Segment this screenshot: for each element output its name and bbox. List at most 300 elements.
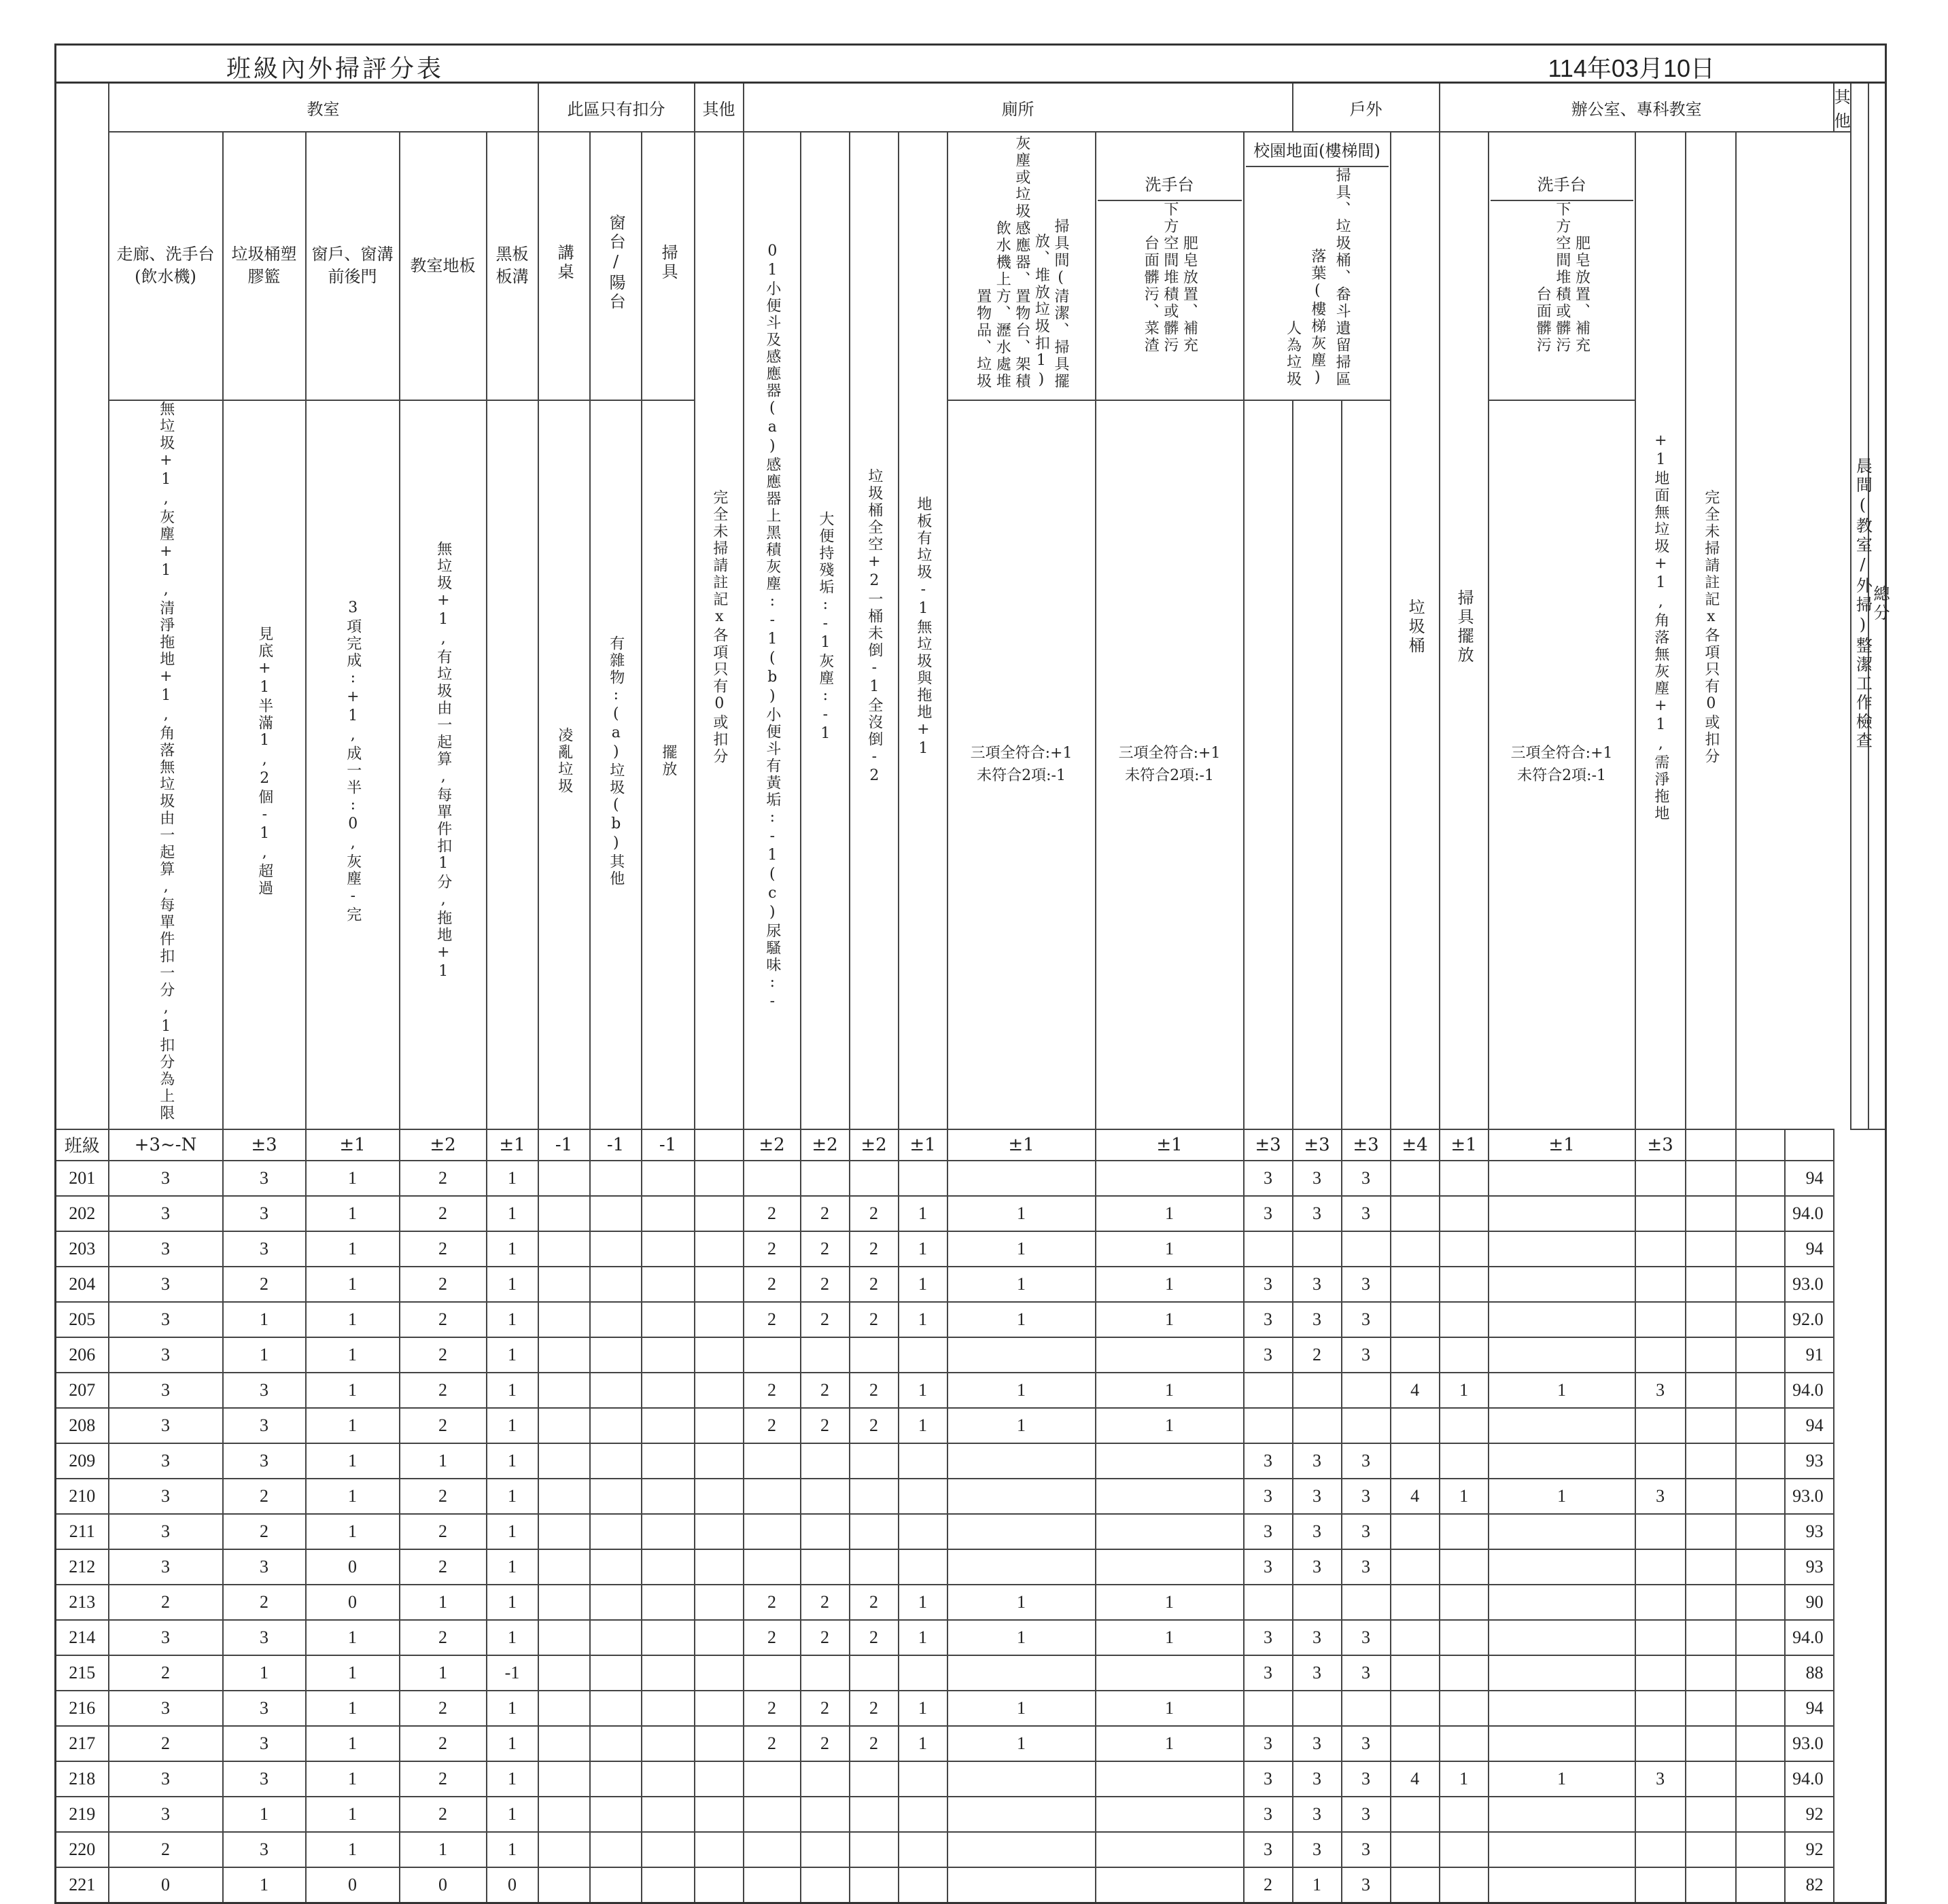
score-cell xyxy=(1440,1655,1489,1691)
score-cell xyxy=(642,1620,695,1655)
score-cell xyxy=(1736,1761,1785,1797)
score-cell: 3 xyxy=(223,1196,306,1231)
score-cell xyxy=(1096,1514,1244,1549)
score-cell xyxy=(1342,1231,1391,1267)
score-cell: 1 xyxy=(899,1408,947,1443)
score-cell xyxy=(642,1302,695,1337)
score-cell xyxy=(590,1161,642,1196)
score-cell: 3 xyxy=(1635,1479,1686,1514)
score-cell xyxy=(1736,1726,1785,1761)
score-cell: 3 xyxy=(109,1761,223,1797)
score-table xyxy=(54,82,1890,1904)
score-cell: 3 xyxy=(1293,1161,1342,1196)
score-cell: 3 xyxy=(223,1620,306,1655)
score-cell xyxy=(1635,1726,1686,1761)
score-cell: 3 xyxy=(1342,1443,1391,1479)
score-cell xyxy=(1391,1691,1440,1726)
score-cell: 3 xyxy=(1293,1726,1342,1761)
score-cell: 2 xyxy=(801,1620,850,1655)
header-morning-check: 晨間(教室/外掃)整潔工作檢查 xyxy=(1851,83,1868,1129)
score-cell: 1 xyxy=(306,1655,400,1691)
score-cell: 1 xyxy=(947,1691,1096,1726)
score-cell xyxy=(1293,1408,1342,1443)
header-podium: 講桌 xyxy=(538,132,590,400)
score-cell: 2 xyxy=(400,1337,487,1373)
score-cell xyxy=(850,1549,899,1585)
class-number: 220 xyxy=(56,1832,109,1867)
score-cell xyxy=(695,1655,744,1691)
score-cell xyxy=(538,1549,590,1585)
score-cell: 3 xyxy=(109,1443,223,1479)
score-cell xyxy=(1489,1337,1635,1373)
score-cell: 3 xyxy=(109,1161,223,1196)
score-cell: 1 xyxy=(400,1832,487,1867)
score-cell xyxy=(1635,1267,1686,1302)
score-cell: 1 xyxy=(899,1620,947,1655)
score-cell xyxy=(1489,1655,1635,1691)
score-cell: 3 xyxy=(109,1514,223,1549)
header-total: 總分 xyxy=(1868,83,1886,1129)
score-cell: 3 xyxy=(1635,1761,1686,1797)
score-cell xyxy=(1635,1514,1686,1549)
score-cell xyxy=(695,1726,744,1761)
class-number: 219 xyxy=(56,1797,109,1832)
score-cell: 2 xyxy=(109,1585,223,1620)
score-cell xyxy=(1391,1655,1440,1691)
score-cell: 2 xyxy=(744,1408,801,1443)
score-cell: 1 xyxy=(899,1726,947,1761)
score-cell: 2 xyxy=(400,1514,487,1549)
score-cell: 0 xyxy=(487,1867,538,1903)
score-cell: 3 xyxy=(1244,1479,1293,1514)
score-cell xyxy=(590,1797,642,1832)
score-cell: 1 xyxy=(1440,1479,1489,1514)
score-cell: 1 xyxy=(223,1337,306,1373)
score-cell: 1 xyxy=(947,1267,1096,1302)
score-cell xyxy=(1686,1726,1736,1761)
table-row xyxy=(56,1832,1886,1867)
score-cell xyxy=(899,1655,947,1691)
score-cell xyxy=(590,1832,642,1867)
score-cell: 3 xyxy=(109,1479,223,1514)
score-cell: -1 xyxy=(538,1129,590,1161)
score-cell: 1 xyxy=(1096,1373,1244,1408)
score-cell xyxy=(695,1161,744,1196)
score-cell xyxy=(538,1726,590,1761)
score-cell: 1 xyxy=(487,1302,538,1337)
score-cell xyxy=(1635,1302,1686,1337)
score-cell xyxy=(1635,1832,1686,1867)
score-cell: 3 xyxy=(1635,1373,1686,1408)
score-cell xyxy=(590,1549,642,1585)
score-cell: 1 xyxy=(223,1302,306,1337)
score-cell: 2 xyxy=(801,1726,850,1761)
score-cell xyxy=(590,1514,642,1549)
score-cell: 1 xyxy=(947,1373,1096,1408)
score-cell xyxy=(1686,1302,1736,1337)
score-cell: 2 xyxy=(744,1231,801,1267)
score-cell xyxy=(695,1408,744,1443)
score-cell xyxy=(590,1337,642,1373)
score-cell: 3 xyxy=(223,1549,306,1585)
note-windows: 3項完成:+1,成一半:0,灰塵-完 xyxy=(306,400,400,1129)
score-cell: 3 xyxy=(1244,1832,1293,1867)
table-row xyxy=(56,1196,1886,1231)
score-cell xyxy=(590,1302,642,1337)
score-cell xyxy=(590,1585,642,1620)
score-cell xyxy=(695,1761,744,1797)
score-cell xyxy=(1440,1620,1489,1655)
score-cell: 3 xyxy=(1342,1196,1391,1231)
score-cell: 3 xyxy=(1293,1514,1342,1549)
score-cell xyxy=(538,1585,590,1620)
class-number: 206 xyxy=(56,1337,109,1373)
score-cell xyxy=(1736,1691,1785,1726)
score-cell xyxy=(1391,1337,1440,1373)
score-cell xyxy=(947,1337,1096,1373)
score-cell xyxy=(642,1161,695,1196)
score-cell: 1 xyxy=(1096,1726,1244,1761)
score-cell xyxy=(642,1231,695,1267)
score-cell xyxy=(695,1620,744,1655)
section-office: 辦公室、專科教室 xyxy=(1440,83,1834,133)
score-cell xyxy=(1440,1832,1489,1867)
score-cell xyxy=(695,1867,744,1903)
note-corridor: 無垃圾+1,灰塵+1,清淨拖地+1,角落無垃圾由一起算,每單件扣一分,1扣分為上限 xyxy=(109,400,223,1129)
score-cell xyxy=(590,1196,642,1231)
score-cell xyxy=(1293,1585,1342,1620)
total-cell: 93.0 xyxy=(1785,1726,1834,1761)
score-cell xyxy=(1635,1161,1686,1196)
total-cell xyxy=(1785,1129,1834,1161)
score-cell xyxy=(744,1655,801,1691)
score-cell xyxy=(850,1337,899,1373)
class-number: 213 xyxy=(56,1585,109,1620)
score-cell xyxy=(1489,1867,1635,1903)
section-classroom: 教室 xyxy=(109,83,538,133)
score-cell xyxy=(642,1761,695,1797)
score-cell xyxy=(538,1797,590,1832)
score-cell xyxy=(1096,1655,1244,1691)
score-cell xyxy=(850,1161,899,1196)
score-cell xyxy=(744,1443,801,1479)
score-cell xyxy=(1440,1549,1489,1585)
score-cell: 3 xyxy=(1293,1479,1342,1514)
table-row xyxy=(56,1620,1886,1655)
total-cell: 94 xyxy=(1785,1161,1834,1196)
score-cell xyxy=(1391,1620,1440,1655)
note-restroom-items: 三項全符合:+1 未符合2項:-1 xyxy=(947,400,1096,1129)
score-cell xyxy=(899,1797,947,1832)
score-cell: 1 xyxy=(306,1408,400,1443)
score-cell xyxy=(695,1373,744,1408)
score-cell xyxy=(590,1867,642,1903)
score-cell xyxy=(801,1761,850,1797)
score-cell: ±1 xyxy=(899,1129,947,1161)
score-cell: 3 xyxy=(1244,1443,1293,1479)
score-cell: 2 xyxy=(400,1408,487,1443)
score-cell xyxy=(1686,1832,1736,1867)
header-trash-bin: 垃圾桶塑膠籃 xyxy=(223,132,306,400)
score-cell: 2 xyxy=(744,1585,801,1620)
score-cell: 1 xyxy=(1096,1231,1244,1267)
score-cell: 3 xyxy=(1342,1161,1391,1196)
score-cell: 2 xyxy=(801,1302,850,1337)
header-restroom-items: 置物品、垃圾 飲水機上方、瀝水處堆 灰塵或垃圾感應器、置物台、架積 放、堆放垃圾扣1) 掃具間(清潔、掃具擺 xyxy=(947,132,1096,400)
score-cell: 3 xyxy=(109,1337,223,1373)
score-cell xyxy=(744,1479,801,1514)
score-cell xyxy=(695,1691,744,1726)
score-cell xyxy=(1635,1196,1686,1231)
score-cell: 3 xyxy=(1244,1302,1293,1337)
score-cell: 3 xyxy=(1244,1761,1293,1797)
score-cell xyxy=(1391,1585,1440,1620)
score-cell: 2 xyxy=(400,1761,487,1797)
score-cell: 3 xyxy=(1293,1655,1342,1691)
score-cell xyxy=(1440,1267,1489,1302)
score-cell xyxy=(1635,1549,1686,1585)
score-cell xyxy=(590,1761,642,1797)
score-cell xyxy=(947,1761,1096,1797)
score-cell xyxy=(1686,1761,1736,1797)
score-cell xyxy=(1096,1832,1244,1867)
score-cell: 3 xyxy=(1293,1761,1342,1797)
total-cell: 94.0 xyxy=(1785,1761,1834,1797)
table-row xyxy=(56,1691,1886,1726)
score-cell: 3 xyxy=(1244,1337,1293,1373)
score-cell xyxy=(695,1129,744,1161)
score-cell xyxy=(590,1620,642,1655)
score-sheet xyxy=(54,43,1890,1904)
score-cell: -1 xyxy=(642,1129,695,1161)
score-cell xyxy=(1736,1337,1785,1373)
score-cell xyxy=(1489,1797,1635,1832)
score-cell xyxy=(899,1337,947,1373)
score-cell xyxy=(1391,1443,1440,1479)
score-cell xyxy=(1686,1408,1736,1443)
score-cell xyxy=(1440,1408,1489,1443)
score-cell xyxy=(1440,1337,1489,1373)
header-windows: 窗戶、窗溝前後門 xyxy=(306,132,400,400)
score-cell xyxy=(801,1443,850,1479)
score-cell xyxy=(899,1867,947,1903)
score-cell xyxy=(1635,1443,1686,1479)
score-cell: 2 xyxy=(400,1620,487,1655)
total-cell: 92 xyxy=(1785,1832,1834,1867)
score-cell: 1 xyxy=(306,1231,400,1267)
table-row xyxy=(56,1443,1886,1479)
table-row xyxy=(56,1373,1886,1408)
score-cell xyxy=(1686,1196,1736,1231)
score-cell: 2 xyxy=(109,1832,223,1867)
score-cell: 3 xyxy=(1342,1867,1391,1903)
score-cell xyxy=(642,1196,695,1231)
score-cell: 1 xyxy=(1489,1761,1635,1797)
table-row xyxy=(56,1479,1886,1514)
score-cell xyxy=(1686,1337,1736,1373)
score-cell xyxy=(1489,1691,1635,1726)
score-cell: 3 xyxy=(1342,1832,1391,1867)
score-cell xyxy=(538,1231,590,1267)
score-cell: 2 xyxy=(400,1231,487,1267)
class-number: 205 xyxy=(56,1302,109,1337)
class-number: 214 xyxy=(56,1620,109,1655)
score-cell xyxy=(1736,1161,1785,1196)
header-corridor: 走廊、洗手台(飲水機) xyxy=(109,132,223,400)
score-cell xyxy=(1096,1443,1244,1479)
score-cell xyxy=(642,1514,695,1549)
header-restroom-bin: 垃圾桶全空+2一桶未倒-1全沒倒-2 xyxy=(850,132,899,1129)
score-cell xyxy=(1736,1196,1785,1231)
score-cell: 1 xyxy=(487,1373,538,1408)
score-cell xyxy=(1635,1691,1686,1726)
score-cell xyxy=(801,1797,850,1832)
class-number: 221 xyxy=(56,1867,109,1903)
score-cell xyxy=(695,1443,744,1479)
score-cell: 1 xyxy=(306,1620,400,1655)
score-cell: 1 xyxy=(400,1443,487,1479)
score-cell: 2 xyxy=(850,1585,899,1620)
score-cell: +3~-N xyxy=(109,1129,223,1161)
score-cell: ±3 xyxy=(1293,1129,1342,1161)
score-cell xyxy=(590,1726,642,1761)
score-cell: 1 xyxy=(306,1761,400,1797)
score-cell xyxy=(1686,1797,1736,1832)
score-cell: 3 xyxy=(1244,1620,1293,1655)
restroom-sink-label: 洗手台 xyxy=(1098,171,1242,201)
score-cell: 2 xyxy=(850,1267,899,1302)
score-cell xyxy=(538,1867,590,1903)
score-cell xyxy=(538,1373,590,1408)
class-number: 216 xyxy=(56,1691,109,1726)
score-cell xyxy=(801,1549,850,1585)
score-cell: 1 xyxy=(223,1797,306,1832)
total-cell: 93 xyxy=(1785,1443,1834,1479)
score-cell xyxy=(1489,1443,1635,1479)
score-cell xyxy=(850,1443,899,1479)
score-cell xyxy=(1244,1408,1293,1443)
score-cell xyxy=(801,1161,850,1196)
score-cell: 1 xyxy=(306,1797,400,1832)
score-cell: 2 xyxy=(744,1726,801,1761)
score-cell xyxy=(1244,1585,1293,1620)
score-cell xyxy=(538,1761,590,1797)
score-cell xyxy=(1391,1161,1440,1196)
score-cell: 2 xyxy=(850,1231,899,1267)
score-cell xyxy=(1489,1726,1635,1761)
table-row xyxy=(56,1231,1886,1267)
score-cell xyxy=(1293,1691,1342,1726)
score-cell xyxy=(899,1549,947,1585)
note-outdoor-2 xyxy=(1293,400,1342,1129)
score-cell xyxy=(1096,1549,1244,1585)
score-cell xyxy=(1440,1514,1489,1549)
score-cell xyxy=(1736,1832,1785,1867)
score-cell xyxy=(642,1443,695,1479)
score-cell xyxy=(642,1373,695,1408)
score-cell: 3 xyxy=(1293,1302,1342,1337)
score-cell xyxy=(1489,1267,1635,1302)
score-cell: 2 xyxy=(744,1267,801,1302)
score-cell: 1 xyxy=(306,1726,400,1761)
score-cell: 2 xyxy=(801,1231,850,1267)
score-cell xyxy=(1096,1761,1244,1797)
score-cell: 2 xyxy=(400,1691,487,1726)
score-cell: 1 xyxy=(487,1231,538,1267)
score-cell: 1 xyxy=(899,1196,947,1231)
score-cell: 3 xyxy=(1342,1514,1391,1549)
score-cell xyxy=(1736,1514,1785,1549)
score-cell: 2 xyxy=(850,1408,899,1443)
total-cell: 92 xyxy=(1785,1797,1834,1832)
score-cell: 3 xyxy=(223,1691,306,1726)
score-cell: 2 xyxy=(744,1302,801,1337)
score-cell: ±1 xyxy=(487,1129,538,1161)
score-cell: 1 xyxy=(306,1514,400,1549)
score-cell: 3 xyxy=(1244,1797,1293,1832)
score-cell xyxy=(947,1443,1096,1479)
score-cell xyxy=(1489,1196,1635,1231)
header-urinal: 01小便斗及感應器(a)感應器上黑積灰塵:-1(b)小便斗有黃垢:-1(c)尿騷味:- xyxy=(744,132,801,1129)
score-cell xyxy=(1635,1408,1686,1443)
score-cell: 1 xyxy=(306,1691,400,1726)
score-cell xyxy=(538,1514,590,1549)
header-windowsill: 窗台/陽台 xyxy=(590,132,642,400)
score-cell xyxy=(642,1337,695,1373)
score-cell: 1 xyxy=(899,1691,947,1726)
score-cell xyxy=(1635,1867,1686,1903)
score-cell xyxy=(1342,1585,1391,1620)
score-cell xyxy=(695,1514,744,1549)
score-cell xyxy=(1096,1867,1244,1903)
score-cell: 3 xyxy=(223,1408,306,1443)
score-cell xyxy=(1440,1726,1489,1761)
score-cell: 2 xyxy=(801,1585,850,1620)
score-cell: 3 xyxy=(1293,1196,1342,1231)
score-cell xyxy=(1736,1549,1785,1585)
score-cell xyxy=(642,1655,695,1691)
header-blackboard: 黑板板溝 xyxy=(487,132,538,400)
score-cell xyxy=(695,1549,744,1585)
score-cell: 3 xyxy=(109,1620,223,1655)
score-cell xyxy=(1391,1549,1440,1585)
score-cell: 1 xyxy=(487,1726,538,1761)
score-cell: 1 xyxy=(899,1302,947,1337)
score-cell: 3 xyxy=(223,1231,306,1267)
score-cell xyxy=(590,1691,642,1726)
score-cell xyxy=(1686,1129,1736,1161)
table-row xyxy=(56,1867,1886,1903)
score-cell xyxy=(695,1585,744,1620)
score-cell xyxy=(538,1832,590,1867)
score-cell: 4 xyxy=(1391,1373,1440,1408)
score-cell xyxy=(1440,1196,1489,1231)
score-cell: 2 xyxy=(850,1726,899,1761)
score-cell xyxy=(1736,1408,1785,1443)
score-cell xyxy=(538,1620,590,1655)
score-cell: 2 xyxy=(850,1196,899,1231)
score-cell xyxy=(538,1161,590,1196)
score-cell: 1 xyxy=(487,1267,538,1302)
class-number: 209 xyxy=(56,1443,109,1479)
score-cell xyxy=(1686,1267,1736,1302)
score-cell: 3 xyxy=(223,1832,306,1867)
note-windowsill: 有雜物:(a)垃圾(b)其他 xyxy=(590,400,642,1129)
header-restroom-sink: 洗手台 台面髒污、菜渣 下方空間堆積或髒污 肥皂放置、補充 xyxy=(1096,132,1244,400)
score-cell: 3 xyxy=(1293,1443,1342,1479)
score-cell xyxy=(1736,1479,1785,1514)
score-cell xyxy=(947,1655,1096,1691)
